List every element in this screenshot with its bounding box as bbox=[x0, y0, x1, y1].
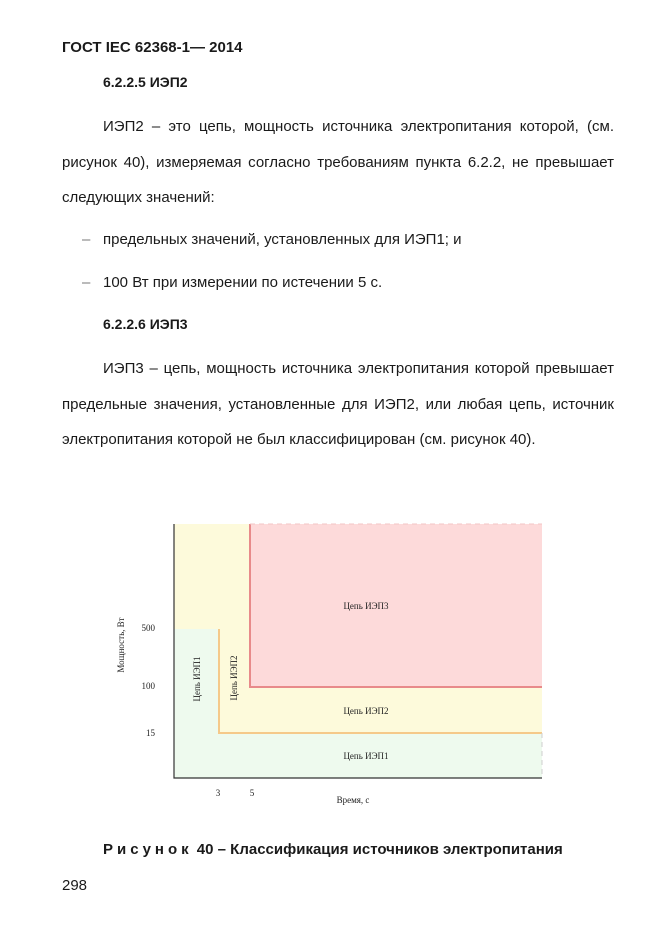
ps2-vertical-label: Цепь ИЭП2 bbox=[229, 655, 239, 701]
dash-marker: – bbox=[82, 274, 91, 291]
list-item-text: предельных значений, установленных для ИЭП1; и bbox=[103, 231, 462, 248]
ps1-vertical-region bbox=[174, 629, 219, 778]
figure-caption bbox=[103, 841, 563, 858]
caption-text: 40 – Классификация источников электропитания bbox=[192, 841, 563, 858]
x-tick-label: 5 bbox=[249, 788, 255, 798]
y-tick-label: 15 bbox=[146, 728, 155, 738]
y-axis-label: Мощность, Вт bbox=[116, 617, 126, 673]
x-axis-label: Время, с bbox=[336, 795, 370, 805]
y-tick-label: 100 bbox=[141, 681, 155, 691]
list-item-text: 100 Вт при измерении по истечении 5 с. bbox=[103, 274, 383, 291]
paragraph-ps3: ИЭП3 – цепь, мощность источника электропитания которой превышает предельные значения, установленные для ИЭП2, или любая цепь, источник электропитания которой не был классифицирован (см. рисунок 40). bbox=[62, 360, 614, 448]
paragraph-ps2: ИЭП2 – это цепь, мощность источника электропитания которой, (см. рисунок 40), измеряемая согласно требованиям пункта 6.2.2, не превышает следующих значений: bbox=[62, 118, 614, 206]
page-number: 298 bbox=[62, 877, 88, 894]
ps3-region bbox=[250, 524, 542, 687]
x-tick-label: 3 bbox=[215, 788, 221, 798]
ps2-horizontal-region bbox=[250, 687, 542, 733]
y-tick-label: 500 bbox=[141, 623, 155, 633]
section-heading-ps3: 6.2.2.6 ИЭП3 bbox=[103, 316, 188, 332]
ps1-region-label: Цепь ИЭП1 bbox=[343, 751, 389, 761]
ps2-upper-region bbox=[174, 524, 250, 629]
section-heading-ps2: 6.2.2.5 ИЭП2 bbox=[103, 74, 188, 90]
ps2-region-label: Цепь ИЭП2 bbox=[343, 706, 389, 716]
dash-marker: – bbox=[82, 231, 91, 248]
document-header: ГОСТ IEC 62368-1— 2014 bbox=[62, 39, 243, 56]
ps3-region-label: Цепь ИЭП3 bbox=[343, 601, 389, 611]
caption-prefix: Рисунок bbox=[103, 841, 193, 858]
ps1-vertical-label: Цепь ИЭП1 bbox=[192, 656, 202, 702]
